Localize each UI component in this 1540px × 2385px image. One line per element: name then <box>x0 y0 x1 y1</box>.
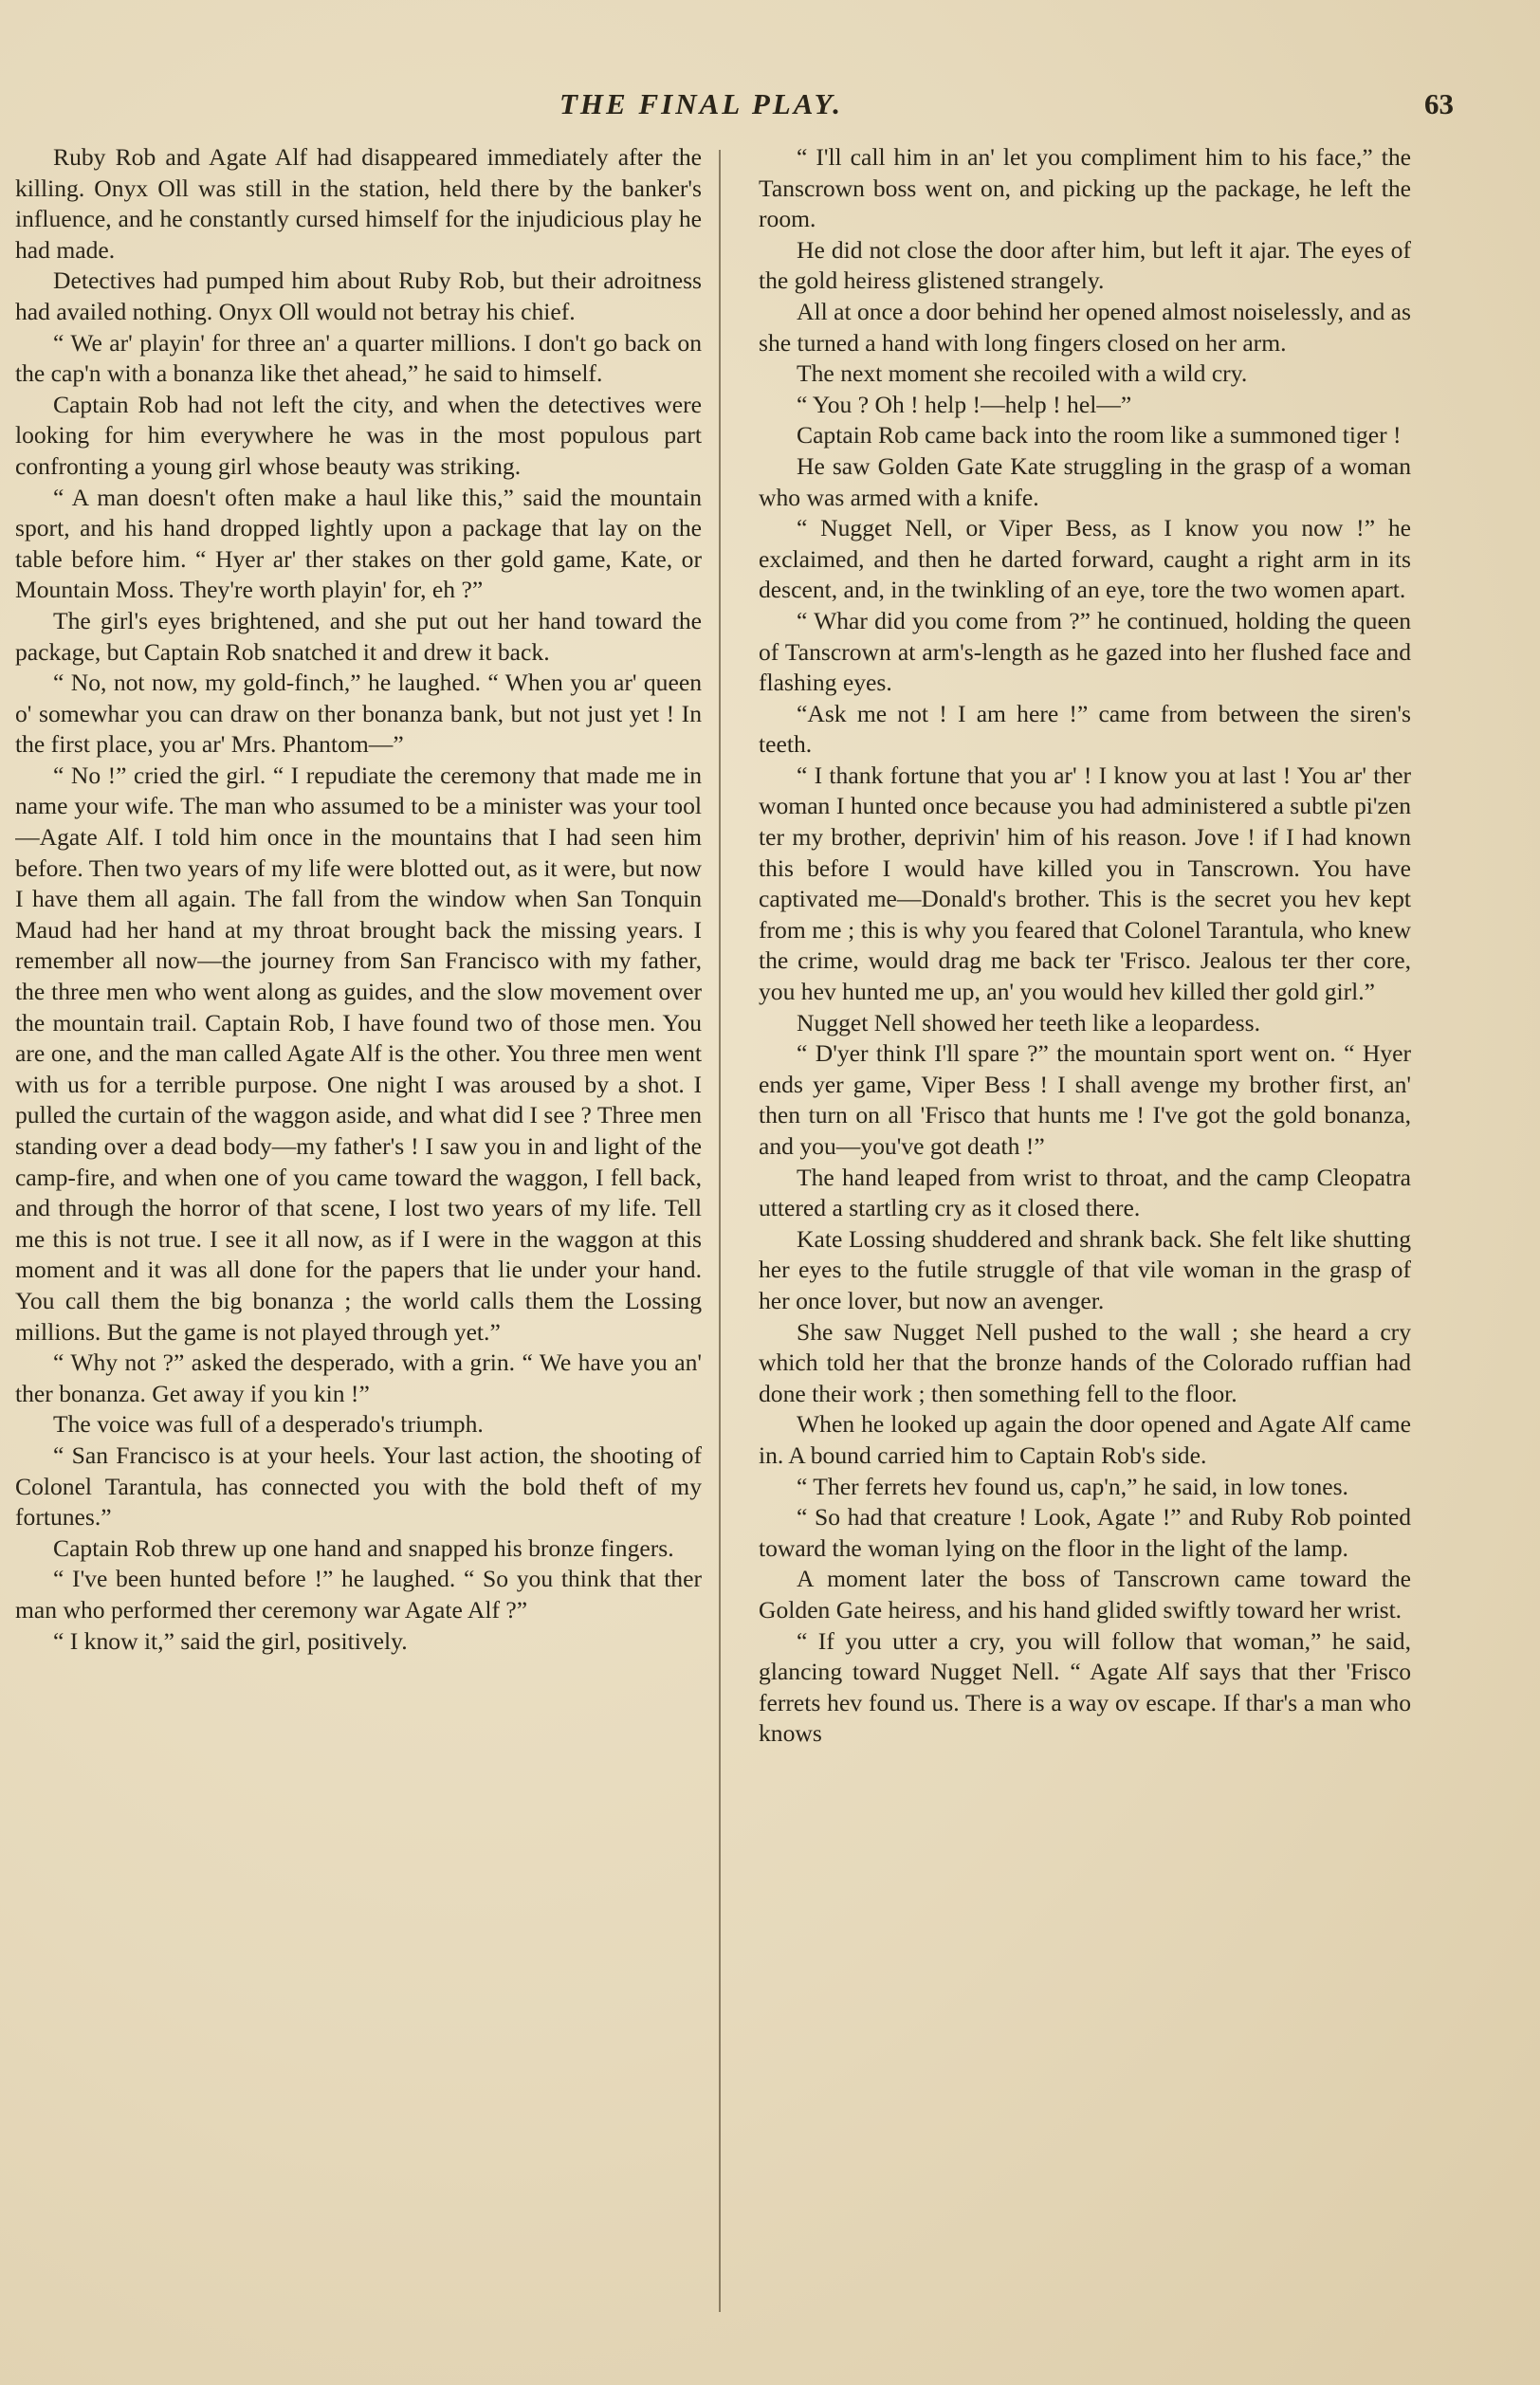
paragraph: “ We ar' playin' for three an' a quarter millions. I don't go back on the cap'n with a bonanza like thet ahead,” he said to himself. <box>15 328 702 388</box>
right-column <box>759 142 1411 2323</box>
running-title: THE FINAL PLAY. <box>559 87 844 120</box>
paragraph: All at once a door behind her opened almost noiselessly, and as she turned a hand with long fingers closed on her arm. <box>759 297 1411 357</box>
paragraph: Kate Lossing shuddered and shrank back. She felt like shutting her eyes to the futile struggle of that vile woman in the grasp of her once lover, but now an avenger. <box>759 1224 1411 1314</box>
paragraph: He saw Golden Gate Kate struggling in the grasp of a woman who was armed with a knife. <box>759 451 1411 511</box>
paragraph: When he looked up again the door opened and Agate Alf came in. A bound carried him to Captain Rob's side. <box>759 1410 1411 1469</box>
paragraph: The girl's eyes brightened, and she put out her hand toward the package, but Captain Rob snatched it and drew it back. <box>15 606 702 666</box>
left-column <box>15 142 702 2323</box>
paragraph: “ Why not ?” asked the desperado, with a grin. “ We have you an' ther bonanza. Get away if you kin !” <box>15 1348 702 1407</box>
paragraph: He did not close the door after him, but left it ajar. The eyes of the gold heiress glistened strangely. <box>759 235 1411 295</box>
paragraph: “ I thank fortune that you ar' ! I know you at last ! You ar' ther woman I hunted once because you had administered a subtle pi'zen ter my brother, deprivin' him of his reason. Jove ! if I had known this before I would have killed you in Tanscrown. You have captivated me—Donald's brother. This is the secret you hev kept from me ; this is why you feared that Colonel Tarantula, who knew the crime, would drag me back ter 'Frisco. Jealous ter ther core, you hev hunted me up, an' you would hev killed ther gold girl.” <box>759 761 1411 1006</box>
paragraph: The voice was full of a desperado's triumph. <box>53 1410 484 1439</box>
paragraph: Ruby Rob and Agate Alf had disappeared immediately after the killing. Onyx Oll was still in the station, held there by the banker's influence, and he constantly cursed himself for the injudicious play he had made. <box>15 143 702 264</box>
page-header <box>0 87 1540 125</box>
paragraph: “ San Francisco is at your heels. Your last action, the shooting of Colonel Tarantula, has connected you with the bold theft of my fortunes.” <box>15 1440 702 1532</box>
paragraph: “ I've been hunted before !” he laughed. “ So you think that ther man who performed ther ceremony war Agate Alf ?” <box>15 1565 702 1624</box>
paragraph: Captain Rob came back into the room like a summoned tiger ! <box>797 421 1402 449</box>
paragraph: “ D'yer think I'll spare ?” the mountain sport went on. “ Hyer ends yer game, Viper Bess ! I shall avenge my brother first, an' then turn on all 'Frisco that hunts me ! I've got the gold bonanza, and you—you've got death !” <box>759 1039 1411 1160</box>
paragraph: “ Ther ferrets hev found us, cap'n,” he said, in low tones. <box>797 1472 1348 1500</box>
paragraph: The hand leaped from wrist to throat, and the camp Cleopatra uttered a startling cry as it closed there. <box>759 1163 1411 1222</box>
paragraph: Captain Rob had not left the city, and when the detectives were looking for him everywhere he was in the most populous part confronting a young girl whose beauty was striking. <box>15 390 702 480</box>
paragraph: “ Whar did you come from ?” he continued, holding the queen of Tanscrown at arm's-length as he gazed into her flushed face and flashing eyes. <box>759 606 1411 697</box>
column-divider <box>719 150 721 2312</box>
paragraph: “ No, not now, my gold-finch,” he laughed. “ When you ar' queen o' somewhar you can draw on ther bonanza bank, but not just yet ! In the first place, you ar' Mrs. Phantom—” <box>15 669 702 759</box>
page-number: 63 <box>1424 87 1454 120</box>
paragraph: “ Nugget Nell, or Viper Bess, as I know you now !” he exclaimed, and then he darted forward, caught a right arm in its descent, and, in the twinkling of an eye, tore the two women apart. <box>759 514 1411 604</box>
paragraph: “ You ? Oh ! help !—help ! hel—” <box>797 390 1132 418</box>
paragraph: “Ask me not ! I am here !” came from between the siren's teeth. <box>759 699 1411 759</box>
paragraph: Nugget Nell showed her teeth like a leopardess. <box>797 1008 1260 1037</box>
paragraph: “ I know it,” said the girl, positively. <box>53 1626 408 1655</box>
paragraph: “ A man doesn't often make a haul like this,” said the mountain sport, and his hand dropped lightly upon a package that lay on the table before him. “ Hyer ar' ther stakes on ther gold game, Kate, or Mountain Moss. They're worth playin' for, eh ?” <box>15 483 702 604</box>
paragraph: The next moment she recoiled with a wild cry. <box>797 359 1248 388</box>
paragraph: Detectives had pumped him about Ruby Rob, but their adroitness had availed nothing. Onyx Oll would not betray his chief. <box>15 266 702 325</box>
paragraph: “ No !” cried the girl. “ I repudiate the ceremony that made me in name your wife. The man who assumed to be a minister was your tool—Agate Alf. I told him once in the mountains that I had seen him before. Then two years of my life were blotted out, as it were, but now I have them all again. The fall from the window when San Tonquin Maud had her hand at my throat brought back the missing years. I remember all now—the journey from San Francisco with my father, the three men who went along as guides, and the slow movement over the mountain trail. Captain Rob, I have found two of those men. You are one, and the man called Agate Alf is the other. You three men went with us for a terrible purpose. One night I was aroused by a shot. I pulled the curtain of the waggon aside, and what did I see ? Three men standing over a dead body—my father's ! I saw you in and light of the camp-fire, and when one of you came toward the waggon, I fell back, and through the horror of that scene, I lost two years of my life. Tell me this is not true. I see it all now, as if I were in the waggon at this moment and it was all done for the papers that lie under your hand. You call them the big bonanza ; the world calls them the Lossing millions. But the game is not played through yet.” <box>15 761 702 1346</box>
paragraph: “ So had that creature ! Look, Agate !” and Ruby Rob pointed toward the woman lying on the floor in the light of the lamp. <box>759 1503 1411 1562</box>
paragraph: “ If you utter a cry, you will follow that woman,” he said, glancing toward Nugget Nell. “ Agate Alf says that ther 'Frisco ferrets hev found us. There is a way ov escape. If thar's a man who knows <box>759 1626 1411 1748</box>
paragraph: Captain Rob threw up one hand and snapped his bronze fingers. <box>53 1533 674 1562</box>
paragraph: A moment later the boss of Tanscrown came toward the Golden Gate heiress, and his hand glided swiftly toward her wrist. <box>759 1565 1411 1624</box>
paragraph: “ I'll call him in an' let you compliment him to his face,” the Tanscrown boss went on, and picking up the package, he left the room. <box>759 143 1411 233</box>
paragraph: She saw Nugget Nell pushed to the wall ; she heard a cry which told her that the bronze hands of the Colorado ruffian had done their work ; then something fell to the floor. <box>759 1317 1411 1407</box>
